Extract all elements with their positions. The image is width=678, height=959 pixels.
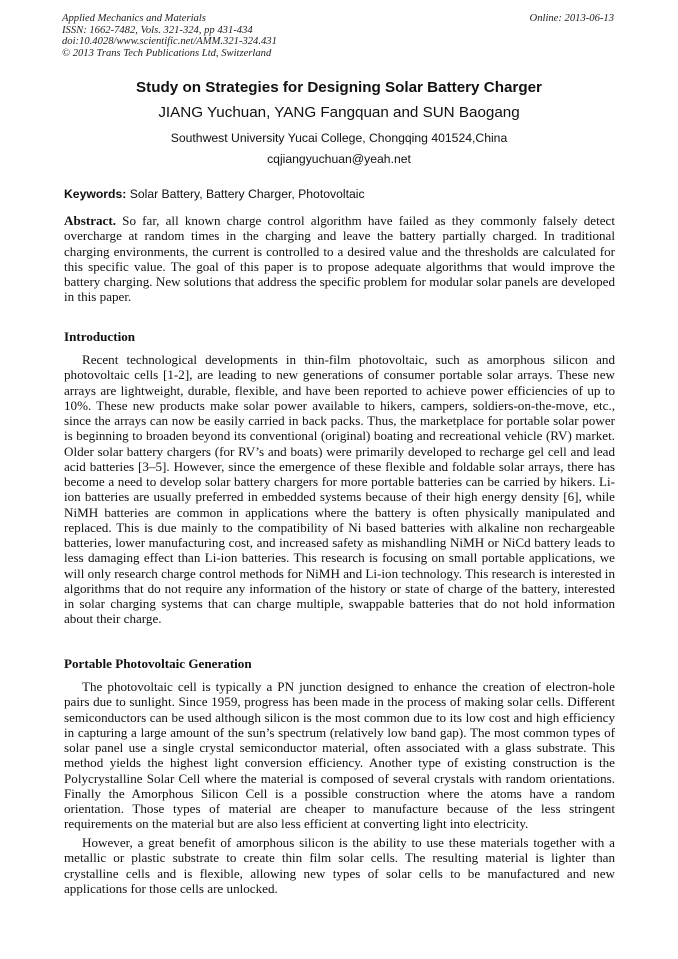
keywords-text: Solar Battery, Battery Charger, Photovoltaic xyxy=(129,187,365,201)
abstract-label: Abstract. xyxy=(64,213,116,228)
keywords-line xyxy=(64,187,616,201)
issn-line: ISSN: 1662-7482, Vols. 321-324, pp 431-434 xyxy=(62,24,253,36)
paper-authors: JIANG Yuchuan, YANG Fangquan and SUN Baogang xyxy=(158,104,520,121)
ppg-heading: Portable Photovoltaic Generation xyxy=(64,656,252,671)
author-affiliation: Southwest University Yucai College, Chongqing 401524,China xyxy=(170,131,508,145)
introduction-paragraph: Recent technological developments in thin-film photovoltaic, such as amorphous silicon and photovoltaic cells [1-2], are leading to new generations of consumer portable solar arrays. These new arrays are lightweight, durable, flexible, and have been reported to achieve power efficiencies of up to 10%. These new products make solar power available to hikers, campers, soldiers-on-the-move, etc., since the arrays can now be easily carried in back packs. Thus, the marketplace for portable solar power is beginning to broaden beyond its conventional (original) boating and recreational vehicle (RV) market. Older solar battery chargers (for RV’s and boats) were primarily developed to recharge gel cell and lead acid batteries [3–5]. However, since the emergence of these flexible and foldable solar arrays, there has become a need to develop solar battery chargers for more portable batteries can be carried by hikers. Li-ion batteries are usually preferred in embedded systems because of their high energy density [6], while NiMH batteries are common in applications where the battery is often physically manipulated and replaced. This is due mainly to the compatibility of Ni based batteries with alkaline non rechargeable batteries, lower manufacturing cost, and increased safety as mishandling NiMH or NiCd battery leads to less damaging effect than Li-ion batteries. This research is focusing on small portable applications, we will only research charge control methods for NiMH and Li-ion technology. This research is interested in algorithms that do not require any information of the history or state of charge of the battery, interested in solar charging systems that can charge multiple, swappable batteries that do not hold information about their charge. xyxy=(64,352,615,627)
copyright-line: © 2013 Trans Tech Publications Ltd, Switzerland xyxy=(62,47,272,59)
introduction-heading: Introduction xyxy=(64,329,136,344)
ppg-paragraph-1: The photovoltaic cell is typically a PN junction designed to enhance the creation of electron-hole pairs due to sunlight. Since 1959, progress has been made in the process of making solar cells. Different semiconductors can be used although silicon is the most common due to its low cost and high efficiency in capturing a large amount of the sun’s spectrum (relatively low band gap). The most common types of solar panel use a single crystal semiconductor material, often associated with a glass substrate. This method yields the highest light conversion efficiency. Another type of existing construction is the Polycrystalline Solar Cell where the material is composed of several crystals with random orientations. Finally the Amorphous Silicon Cell is a possible construction where the atoms have a random orientation. Those types of material are cheaper to manufacture because of the less stringent requirements on the material but are also less efficient at converting light into electricity. xyxy=(64,679,615,832)
abstract-text: So far, all known charge control algorithm have failed as they commonly falsely detect overcharge at random times in the charging and leave the battery partially charged. In traditional charging environments, the current is controlled to a desired value and the thresholds are calculated for this specific value. The goal of this paper is to propose adequate algorithms that would improve the battery charging. New solutions that address the specific problem for modular solar panels are developed in this paper. xyxy=(64,213,615,305)
doi-line: doi:10.4028/www.scientific.net/AMM.321-324.431 xyxy=(62,36,277,48)
ppg-paragraph-2: However, a great benefit of amorphous silicon is the ability to use these materials together with a metallic or plastic substrate to create thin film solar cells. The resulting material is lighter than crystalline cells and is flexible, allowing new types of solar cells to be manufactured and new applications for those cells are unlocked. xyxy=(64,835,615,896)
author-email: cqjiangyuchuan@yeah.net xyxy=(267,152,411,166)
keywords-label: Keywords: xyxy=(64,187,127,201)
abstract-paragraph xyxy=(64,213,615,305)
journal-name: Applied Mechanics and Materials xyxy=(62,13,206,24)
online-date: Online: 2013-06-13 xyxy=(529,13,614,24)
paper-title: Study on Strategies for Designing Solar Battery Charger xyxy=(136,79,542,96)
journal-header xyxy=(62,13,277,59)
